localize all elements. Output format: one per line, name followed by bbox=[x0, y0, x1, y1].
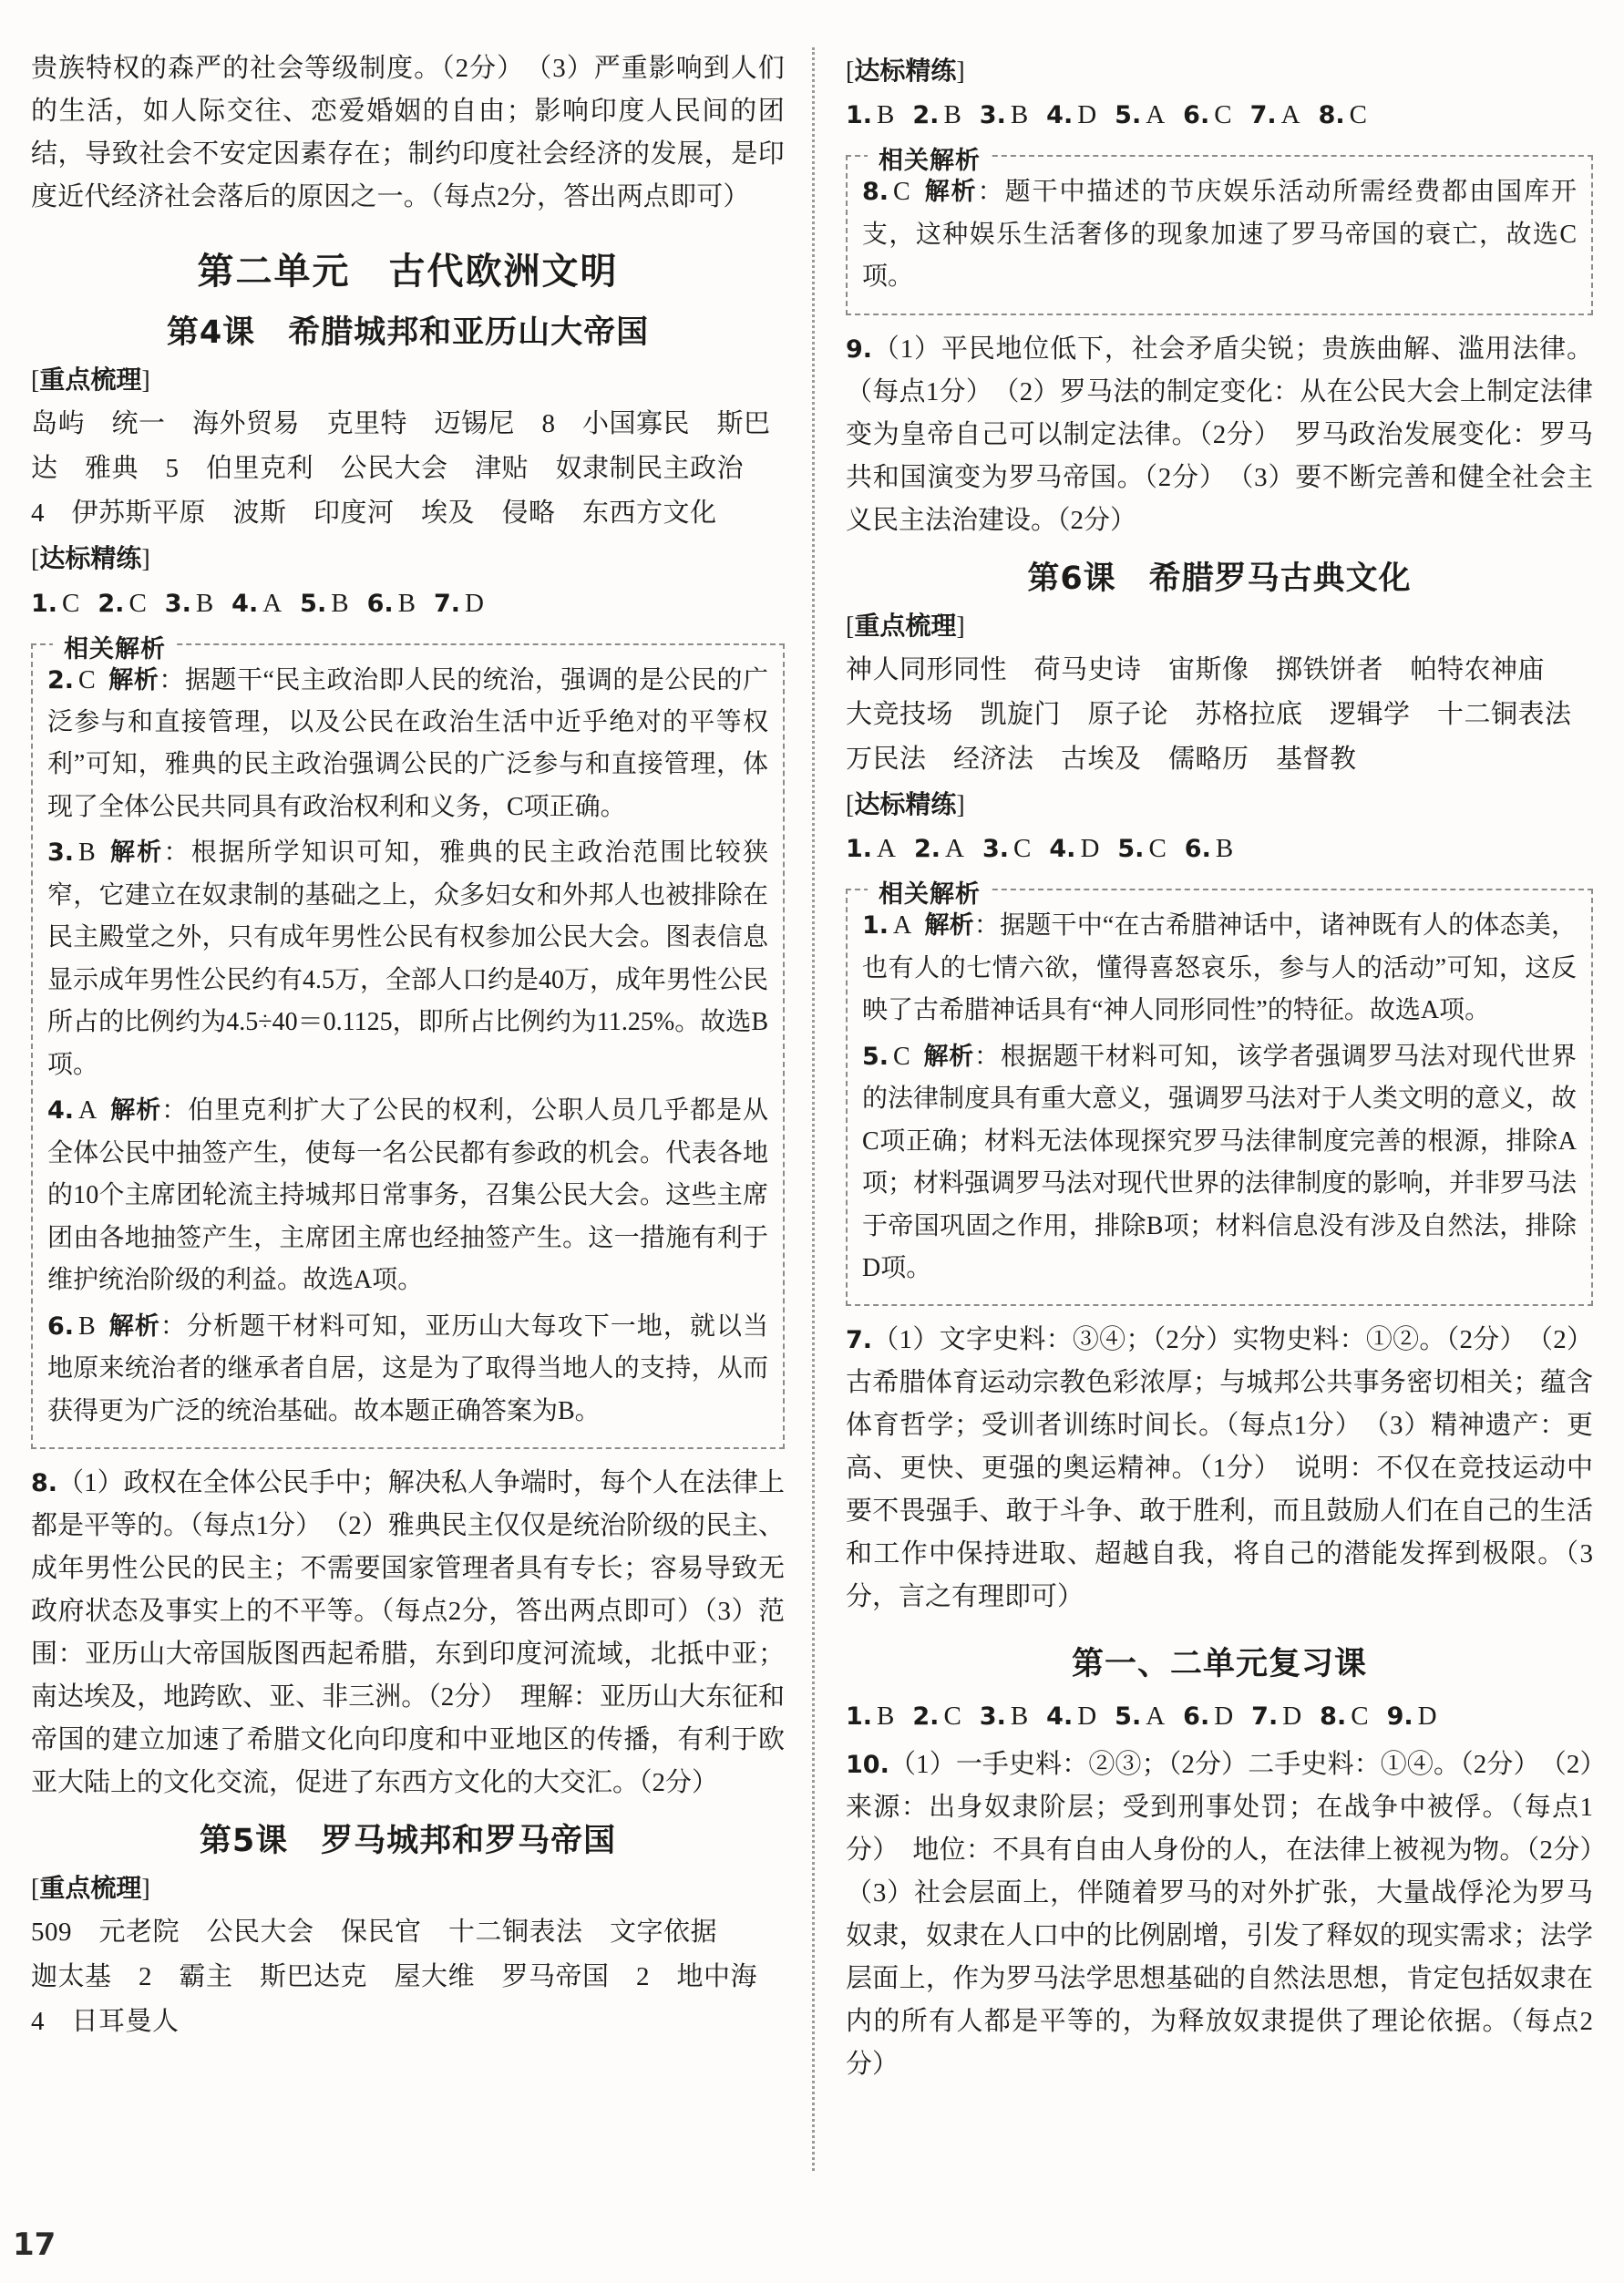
answer-option: B bbox=[397, 588, 416, 618]
analysis-item bbox=[47, 1306, 768, 1433]
answer-option: D bbox=[1417, 1702, 1437, 1732]
answer-number: 7. bbox=[433, 589, 460, 618]
lesson-5-key-points-line-2: 迦太基 2 霸主 斯巴达克 屋大维 罗马帝国 2 地中海 bbox=[31, 1962, 758, 1992]
answer-option: B bbox=[943, 100, 961, 130]
analysis-choice: A bbox=[893, 911, 912, 941]
analysis-label: 解析 bbox=[924, 911, 974, 941]
answer-option: A bbox=[1146, 100, 1166, 130]
answer-option: B bbox=[195, 588, 214, 618]
lesson-5-key-points-line-3: 4 日耳曼人 bbox=[31, 2007, 180, 2037]
key-points-label-text: 重点梳理 bbox=[39, 364, 142, 395]
lesson-4-practice-label: [达标精练] bbox=[31, 543, 150, 574]
answer-number: 3. bbox=[982, 835, 1010, 864]
analysis-choice: C bbox=[78, 665, 96, 694]
lesson-6-analysis-box bbox=[846, 880, 1593, 1306]
analysis-box-title: 相关解析 bbox=[868, 140, 992, 176]
answer-number: 6. bbox=[366, 589, 394, 618]
analysis-text: ：根据所学知识可知，雅典的民主政治范围比较狭窄，它建立在奴隶制的基础之上，众多妇女和外邦人也被排除在民主殿堂之外，只有成年男性公民有权参加公民大会。图表信息显示成年男性公民约有4.5万，全部人口约是40万，成年男性公民所占的比例约为4.5÷40＝0.1125，即所占比例约为11.25%。故选B项。 bbox=[47, 838, 769, 1079]
analysis-number: 6. bbox=[47, 1311, 75, 1341]
answer-option: C bbox=[1214, 100, 1232, 130]
answer-number: 3. bbox=[979, 1702, 1006, 1732]
analysis-item bbox=[47, 832, 768, 1086]
answer-number: 1. bbox=[846, 835, 873, 864]
lesson-4-key-points-line-1: 岛屿 统一 海外贸易 克里特 迈锡尼 8 小国寡民 斯巴 bbox=[31, 409, 771, 439]
analysis-label: 解析 bbox=[109, 1096, 162, 1126]
answer-number: 5. bbox=[1115, 101, 1142, 130]
lesson-6-title: 第6课 希腊罗马古典文化 bbox=[1027, 560, 1412, 597]
free-answer-text: （1）政权在全体公民手中；解决私人争端时，每个人在法律上都是平等的。（每点1分） （2）雅典民主仅仅是统治阶级的民主、成年男性公民的民主；不需要国家管理者具有专长；容易导致无政府状态及事实上的不平等。（每点2分，答出两点即可）（3）范围：亚历山大帝国版图西起希腊，东到印度河流域，北抵中亚；南达埃及，地跨欧、亚、非三洲。（2分） 理解：亚历山大东征和帝国的建立加速了希腊文化向印度和中亚地区的传播，有利于欧亚大陆上的文化交流，促进了东西方文化的大交汇。（2分） bbox=[31, 1467, 785, 1797]
analysis-text: ：题干中描述的节庆娱乐活动所需经费都由国库开支，这种娱乐生活奢侈的现象加速了罗马帝国的衰亡，故选C项。 bbox=[862, 178, 1577, 292]
page-number: 17 bbox=[13, 2226, 57, 2263]
analysis-number: 1. bbox=[862, 911, 889, 941]
key-points-label-text: 重点梳理 bbox=[39, 1872, 142, 1903]
practice-label-text: 达标精练 bbox=[854, 56, 957, 86]
analysis-text: ：据题干“民主政治即人民的统治，强调的是公民的广泛参与和直接管理，以及公民在政治生活中近乎绝对的平等权利”可知，雅典的民主政治强调公民的广泛参与和直接管理，体现了全体公民共同具有政治权利和义务，C项正确。 bbox=[47, 665, 769, 821]
analysis-choice: A bbox=[78, 1096, 98, 1126]
answer-number: 5. bbox=[1115, 1702, 1142, 1732]
lesson-4-title: 第4课 希腊城邦和亚历山大帝国 bbox=[166, 314, 650, 351]
answer-option: D bbox=[1077, 1702, 1097, 1732]
lesson-6-free-answer bbox=[846, 1319, 1593, 1619]
lesson-4-key-points-label: [重点梳理] bbox=[31, 364, 150, 395]
answer-number: 1. bbox=[846, 101, 873, 130]
answer-option: B bbox=[1010, 100, 1029, 130]
two-column-layout bbox=[31, 47, 1593, 2171]
review-answer-row bbox=[846, 1695, 1593, 1738]
analysis-box-title: 相关解析 bbox=[868, 874, 992, 910]
answer-number: 1. bbox=[846, 1702, 873, 1732]
free-answer-text: （1）文字史料：③④；（2分）实物史料：①②。（2分） （2）古希腊体育运动宗教色彩浓厚；与城邦公共事务密切相关；蕴含体育哲学；受训者训练时间长。（每点1分） （3）精神遗产：更高、更快、更强的奥运精神。（1分） 说明：不仅在竞技运动中要不畏强手、敢于斗争、敢于胜利，而且鼓励人们在自己的生活和工作中保持进取、超越自我，将自己的潜能发挥到极限。（3分，言之有理即可） bbox=[846, 1325, 1593, 1612]
analysis-label: 解析 bbox=[922, 178, 978, 207]
answer-option: C bbox=[1013, 834, 1032, 864]
free-answer-number: 10. bbox=[846, 1751, 889, 1780]
analysis-label: 解析 bbox=[108, 1311, 160, 1341]
analysis-number: 2. bbox=[47, 665, 75, 694]
analysis-text: ：伯里克利扩大了公民的权利，公职人员几乎都是从全体公民中抽签产生，使每一名公民都有参政的机会。代表各地的10个主席团轮流主持城邦日常事务，召集公民大会。这些主席团由各地抽签产生，主席团主席也经抽签产生。这一措施有利于维护统治阶级的利益。故选A项。 bbox=[47, 1096, 768, 1295]
lesson-6-key-points-line-3: 万民法 经济法 古埃及 儒略历 基督教 bbox=[846, 744, 1357, 774]
key-points-label-text: 重点梳理 bbox=[854, 610, 957, 641]
lesson-5-title: 第5课 罗马城邦和罗马帝国 bbox=[199, 1822, 617, 1859]
analysis-item bbox=[47, 1090, 768, 1301]
analysis-label: 解析 bbox=[108, 665, 159, 694]
answer-option: A bbox=[1280, 100, 1300, 130]
answer-number: 2. bbox=[98, 589, 125, 618]
lesson-6-answer-row bbox=[846, 828, 1593, 870]
analysis-item bbox=[862, 905, 1577, 1032]
answer-option: B bbox=[1215, 834, 1234, 864]
free-answer-text: （1）一手史料：②③；（2分）二手史料：①④。（2分） （2）来源：出身奴隶阶层；受到刑事处罚；在战争中被俘。（每点1分） 地位：不具有自由人身份的人，在法律上被视为物。（2分）（3）社会层面上，伴随着罗马的对外扩张，大量战俘沦为罗马奴隶，奴隶在人口中的比例剧增，引发了释奴的现实需求；法学层面上，作为罗马法学思想基础的自然法思想，肯定包括奴隶在内的所有人都是平等的，为释放奴隶提供了理论依据。（每点2分） bbox=[846, 1750, 1593, 2080]
lesson-5-answer-row bbox=[846, 94, 1593, 137]
answer-number: 2. bbox=[914, 835, 941, 864]
answer-option: D bbox=[465, 588, 484, 618]
free-answer-number: 9. bbox=[846, 334, 873, 364]
analysis-choice: B bbox=[78, 1311, 96, 1341]
answer-option: C bbox=[943, 1702, 961, 1732]
left-column bbox=[31, 47, 812, 2171]
lesson-4-key-points-line-2: 达 雅典 5 伯里克利 公民大会 津贴 奴隶制民主政治 bbox=[31, 454, 745, 484]
answer-number: 8. bbox=[1318, 101, 1345, 130]
answer-option: D bbox=[1080, 834, 1100, 864]
lesson-5-analysis-box bbox=[846, 147, 1593, 314]
continued-answer-text: 贵族特权的森严的社会等级制度。（2分） （3）严重影响到人们的生活，如人际交往、恋爱婚姻的自由；影响印度人民间的团结，导致社会不安定因素存在；制约印度社会经济的发展，是印度近代经济社会落后的原因之一。（每点2分，答出两点即可） bbox=[31, 54, 785, 211]
analysis-choice: C bbox=[893, 178, 910, 207]
answer-number: 2. bbox=[912, 101, 940, 130]
lesson-6-key-points-line-1: 神人同形同性 荷马史诗 宙斯像 掷铁饼者 帕特农神庙 bbox=[846, 655, 1546, 684]
answer-option: B bbox=[877, 100, 895, 130]
analysis-item bbox=[862, 171, 1577, 298]
answer-number: 4. bbox=[1046, 101, 1074, 130]
answer-number: 6. bbox=[1184, 835, 1211, 864]
answer-option: D bbox=[1214, 1702, 1234, 1732]
lesson-5-key-points-label: [重点梳理] bbox=[31, 1872, 150, 1903]
answer-number: 3. bbox=[979, 101, 1006, 130]
answer-option: B bbox=[877, 1702, 895, 1732]
answer-number: 9. bbox=[1386, 1702, 1413, 1732]
answer-option: C bbox=[1349, 100, 1367, 130]
answer-number: 5. bbox=[300, 589, 327, 618]
lesson-4-free-answer bbox=[31, 1462, 785, 1805]
free-answer-text: （1）平民地位低下，社会矛盾尖锐；贵族曲解、滥用法律。（每点1分） （2）罗马法的制定变化：从在公民大会上制定法律变为皇帝自己可以制定法律。（2分） 罗马政治发展变化：罗马共和国演变为罗马帝国。（2分） （3）要不断完善和健全社会主义民主法治建设。（2分） bbox=[846, 334, 1593, 535]
practice-label-text: 达标精练 bbox=[854, 788, 957, 819]
answer-option: A bbox=[262, 588, 283, 618]
unit-heading: 第二单元 古代欧洲文明 bbox=[197, 250, 619, 293]
answer-option: B bbox=[1010, 1702, 1029, 1732]
free-answer-number: 8. bbox=[31, 1468, 58, 1497]
lesson-4-answer-row bbox=[31, 582, 785, 625]
answer-number: 8. bbox=[1320, 1702, 1347, 1732]
analysis-label: 解析 bbox=[108, 838, 164, 868]
analysis-number: 5. bbox=[862, 1042, 889, 1071]
analysis-choice: B bbox=[78, 838, 96, 868]
right-column bbox=[812, 47, 1593, 2171]
analysis-box-title: 相关解析 bbox=[53, 629, 177, 664]
answer-number: 5. bbox=[1117, 835, 1145, 864]
lesson-6-key-points-label: [重点梳理] bbox=[846, 610, 965, 641]
answer-option: A bbox=[945, 834, 964, 864]
answer-number: 7. bbox=[1249, 101, 1277, 130]
answer-number: 4. bbox=[231, 589, 259, 618]
lesson-5-key-points-line-1: 509 元老院 公民大会 保民官 十二铜表法 文字依据 bbox=[31, 1918, 718, 1948]
answer-option: C bbox=[62, 588, 80, 618]
review-lesson-title: 第一、二单元复习课 bbox=[1071, 1646, 1367, 1683]
answer-option: B bbox=[331, 588, 349, 618]
answer-option: C bbox=[1148, 834, 1167, 864]
answer-number: 7. bbox=[1251, 1702, 1279, 1732]
answer-option: C bbox=[128, 588, 147, 618]
practice-label-text: 达标精练 bbox=[39, 543, 142, 574]
answer-option: A bbox=[1146, 1702, 1166, 1732]
review-free-answer bbox=[846, 1743, 1593, 2086]
answer-number: 6. bbox=[1183, 1702, 1210, 1732]
answer-number: 4. bbox=[1049, 835, 1076, 864]
free-answer-number: 7. bbox=[846, 1326, 873, 1355]
answer-number: 6. bbox=[1183, 101, 1210, 130]
analysis-label: 解析 bbox=[922, 1042, 975, 1071]
answer-option: D bbox=[1077, 100, 1097, 130]
analysis-text: ：分析题干材料可知，亚历山大每攻下一地，就以当地原来统治者的继承者自居，这是为了取得当地人的支持，从而获得更为广泛的统治基础。故本题正确答案为B。 bbox=[47, 1311, 768, 1425]
analysis-number: 8. bbox=[862, 178, 889, 207]
answer-number: 2. bbox=[912, 1702, 940, 1732]
analysis-item bbox=[862, 1036, 1577, 1291]
lesson-4-analysis-box bbox=[31, 634, 785, 1449]
analysis-number: 4. bbox=[47, 1096, 75, 1126]
lesson-6-practice-label: [达标精练] bbox=[846, 788, 965, 819]
answer-option: D bbox=[1282, 1702, 1302, 1732]
answer-option: C bbox=[1351, 1702, 1369, 1732]
lesson-5-free-answer bbox=[846, 328, 1593, 542]
analysis-text: ：据题干中“在古希腊神话中，诸神既有人的体态美，也有人的七情六欲，懂得喜怒哀乐，参与人的活动”可知，这反映了古希腊神话具有“神人同形同性”的特征。故选A项。 bbox=[862, 911, 1577, 1025]
answer-option: A bbox=[877, 834, 896, 864]
answer-number: 4. bbox=[1046, 1702, 1074, 1732]
analysis-text: ：根据题干材料可知，该学者强调罗马法对现代世界的法律制度具有重大意义，强调罗马法对于人类文明的意义，故C项正确；材料无法体现探究罗马法律制度完善的根源，排除A项；材料强调罗马法对现代世界的法律制度的影响，并非罗马法于帝国巩固之作用，排除B项；材料信息没有涉及自然法，排除D项。 bbox=[862, 1042, 1578, 1283]
lesson-5-practice-label: [达标精练] bbox=[846, 56, 965, 86]
analysis-number: 3. bbox=[47, 838, 75, 868]
answer-number: 1. bbox=[31, 589, 58, 618]
lesson-6-key-points-line-2: 大竞技场 凯旋门 原子论 苏格拉底 逻辑学 十二铜表法 bbox=[846, 699, 1572, 729]
lesson-4-key-points-line-3: 4 伊苏斯平原 波斯 印度河 埃及 侵略 东西方文化 bbox=[31, 499, 717, 529]
analysis-choice: C bbox=[893, 1042, 910, 1071]
analysis-item bbox=[47, 660, 768, 829]
answer-number: 3. bbox=[164, 589, 191, 618]
